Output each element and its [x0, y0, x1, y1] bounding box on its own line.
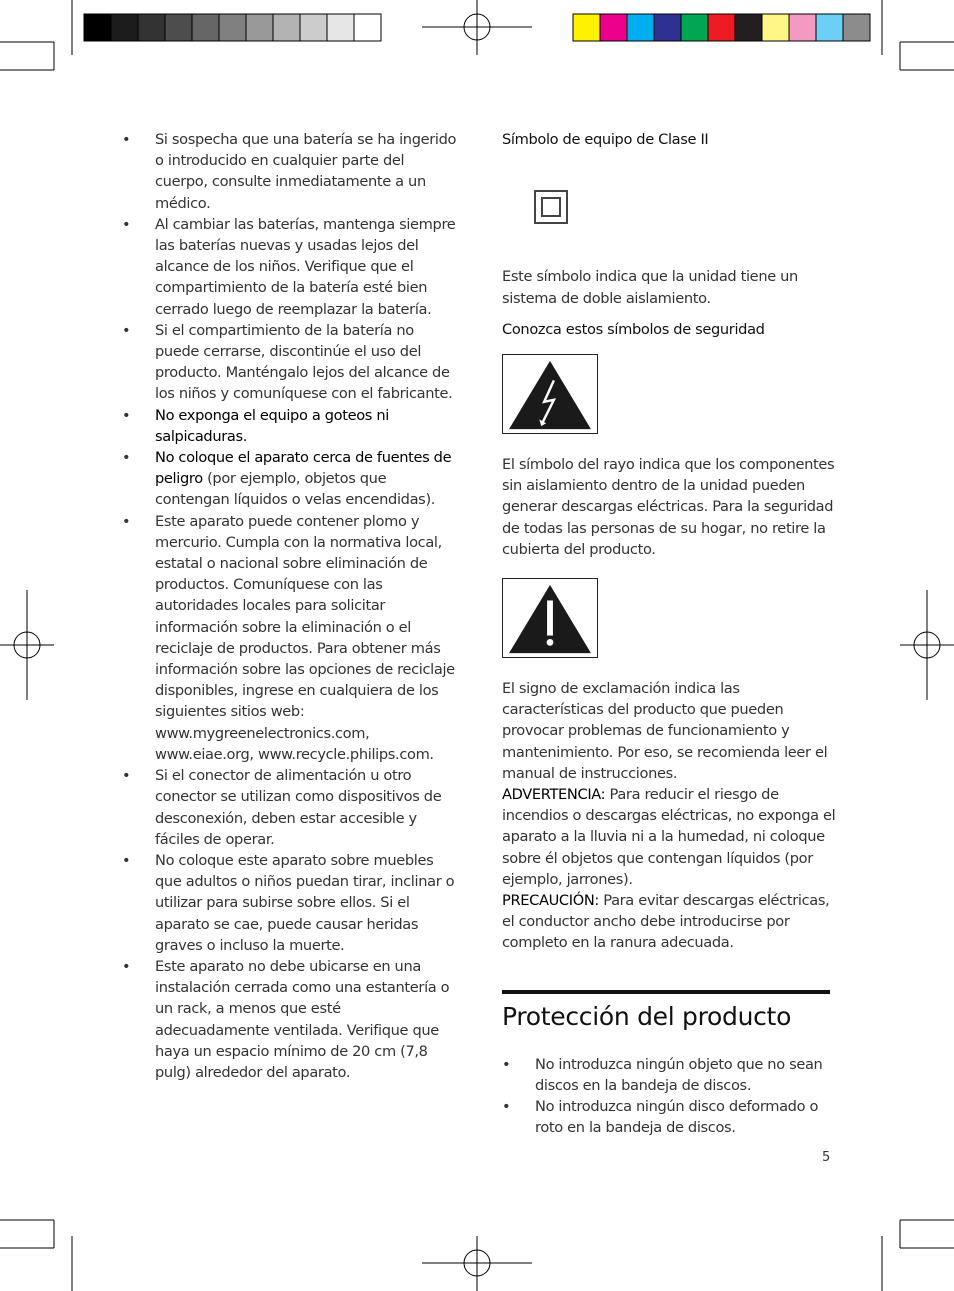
class2-description: Este símbolo indica que la unidad tiene un sistema de doble aislamiento.: [502, 268, 798, 307]
lightning-description: El símbolo del rayo indica que los componentes sin aislamiento dentro de la unidad pueden generar descargas eléctricas. Para la seguridad de todas las personas de su hogar, no retire la cubierta del producto.: [502, 456, 835, 558]
bullet-icon: •: [122, 957, 131, 975]
item-text: No introduzca ningún objeto que no sean discos en la bandeja de discos.: [535, 1055, 823, 1094]
item-text: Si el conector de alimentación u otro conector se utilizan como dispositivos de desconexión, deben estar accesible y fáciles de operar.: [155, 767, 442, 848]
calibration-swatch: [111, 14, 138, 41]
lightning-symbol-box: [502, 354, 598, 434]
bullet-icon: •: [122, 406, 131, 424]
calibration-swatch: [138, 14, 165, 41]
calibration-swatch: [219, 14, 246, 41]
calibration-swatch: [165, 14, 192, 41]
exclamation-warning-icon: [503, 579, 597, 657]
calibration-swatch: [600, 14, 627, 41]
left-column: [122, 129, 458, 1083]
calibration-swatch: [246, 14, 273, 41]
item-text: No introduzca ningún disco deformado o roto en la bandeja de discos.: [535, 1098, 819, 1137]
calibration-swatch: [816, 14, 843, 41]
bullet-icon: •: [122, 321, 131, 339]
bold-text: No coloque el aparato cerca de fuentes de peligro: [155, 449, 452, 488]
calibration-swatch: [843, 14, 870, 41]
item-text: Este aparato puede contener plomo y mercurio. Cumpla con la normativa local, estatal o nacional sobre eliminación de productos. Comuníquese con las autoridades locales para solicitar información sobre la eliminación o el reciclaje de productos. Para obtener más información sobre las opciones de reciclaje disponibles, ingrese en cualquiera de los siguientes sitios web: www.mygreenelectronics.com, www.eiae.org, www.recycle.philips.com.: [155, 512, 455, 763]
item-text: Este aparato no debe ubicarse en una instalación cerrada como una estantería o un rack, a menos que esté adecuadamente ventilada. Verifique que haya un espacio mínimo de 20 cm (7,8 pulg) alrededor del aparato.: [155, 957, 450, 1081]
list-item: [122, 850, 458, 956]
safety-symbols-heading: Conozca estos símbolos de seguridad: [502, 320, 765, 338]
section-divider: [502, 990, 830, 994]
right-column: [502, 129, 838, 1138]
bullet-icon: •: [122, 512, 131, 530]
bold-text: No exponga el equipo a goteos ni salpicaduras.: [155, 406, 389, 445]
calibration-swatch: [735, 14, 762, 41]
calibration-swatch: [789, 14, 816, 41]
calibration-swatch: [654, 14, 681, 41]
exclamation-description: El signo de exclamación indica las características del producto que pueden provocar problemas de funcionamiento y mantenimiento. Por eso, se recomienda leer el manual de instrucciones.: [502, 680, 828, 782]
caution-text: Para evitar descargas eléctricas, el conductor ancho debe introducirse por completo en la ranura adecuada.: [502, 892, 830, 952]
list-item: [122, 956, 458, 1083]
calibration-swatch: [273, 14, 300, 41]
warning-text: Para reducir el riesgo de incendios o descargas eléctricas, no exponga el aparato a la lluvia ni a la humedad, ni coloque sobre él objetos que contengan líquidos (por ejemplo, jarrones).: [502, 786, 836, 888]
section-title: Protección del producto: [502, 1001, 792, 1031]
list-item: [122, 129, 458, 214]
item-text: Al cambiar las baterías, mantenga siempre las baterías nuevas y usadas lejos del alcance de los niños. Verifique que el compartimiento de la batería esté bien cerrado luego de reemplazar la batería.: [155, 215, 456, 318]
calibration-swatch: [708, 14, 735, 41]
warning-paragraph: [502, 784, 838, 890]
caution-label: PRECAUCIÓN:: [502, 892, 599, 910]
list-item: [122, 765, 458, 850]
bullet-icon: •: [122, 449, 131, 467]
item-text: No coloque este aparato sobre muebles que adultos o niños puedan tirar, inclinar o utilizar para subirse sobre ellos. Si el aparato se cae, puede causar heridas graves o incluso la muerte.: [155, 851, 455, 954]
list-item: [122, 214, 458, 320]
bullet-icon: •: [502, 1098, 511, 1116]
list-item: [122, 405, 458, 447]
calibration-swatch: [681, 14, 708, 41]
calibration-swatch: [300, 14, 327, 41]
caution-paragraph: [502, 890, 838, 954]
page-number: 5: [822, 1150, 831, 1165]
class-ii-double-square-icon: [534, 190, 568, 224]
bullet-icon: •: [122, 767, 131, 785]
list-item: [502, 1096, 838, 1138]
lightning-warning-icon: [503, 355, 597, 433]
calibration-swatch: [192, 14, 219, 41]
bullet-icon: •: [122, 851, 131, 869]
calibration-swatch: [354, 14, 381, 41]
item-text: Si sospecha que una batería se ha ingerido o introducido en cualquier parte del cuerpo, consulte inmediatamente a un médico.: [155, 131, 457, 212]
list-item: [502, 1054, 838, 1096]
safety-bullet-list: [122, 129, 458, 1083]
exclamation-symbol-box: [502, 578, 598, 658]
list-item: [122, 447, 458, 511]
list-item: [122, 511, 458, 765]
grayscale-calibration-bar: [84, 14, 381, 41]
item-text: (por ejemplo, objetos que contengan líquidos o velas encendidas).: [155, 470, 436, 509]
color-calibration-bar: [573, 14, 870, 41]
item-text: Si el compartimiento de la batería no puede cerrarse, discontinúe el uso del producto. Manténgalo lejos del alcance de los niños y comuníquese con el fabricante.: [155, 321, 453, 403]
protection-bullet-list: [502, 1054, 838, 1139]
calibration-swatch: [84, 14, 111, 41]
list-item: [122, 320, 458, 405]
calibration-swatch: [762, 14, 789, 41]
bullet-icon: •: [122, 215, 131, 233]
class2-heading: Símbolo de equipo de Clase II: [502, 131, 709, 148]
calibration-swatch: [327, 14, 354, 41]
bullet-icon: •: [122, 131, 131, 148]
calibration-swatch: [627, 14, 654, 41]
warning-label: ADVERTENCIA:: [502, 786, 606, 804]
calibration-swatch: [573, 14, 600, 41]
bullet-icon: •: [502, 1055, 511, 1073]
